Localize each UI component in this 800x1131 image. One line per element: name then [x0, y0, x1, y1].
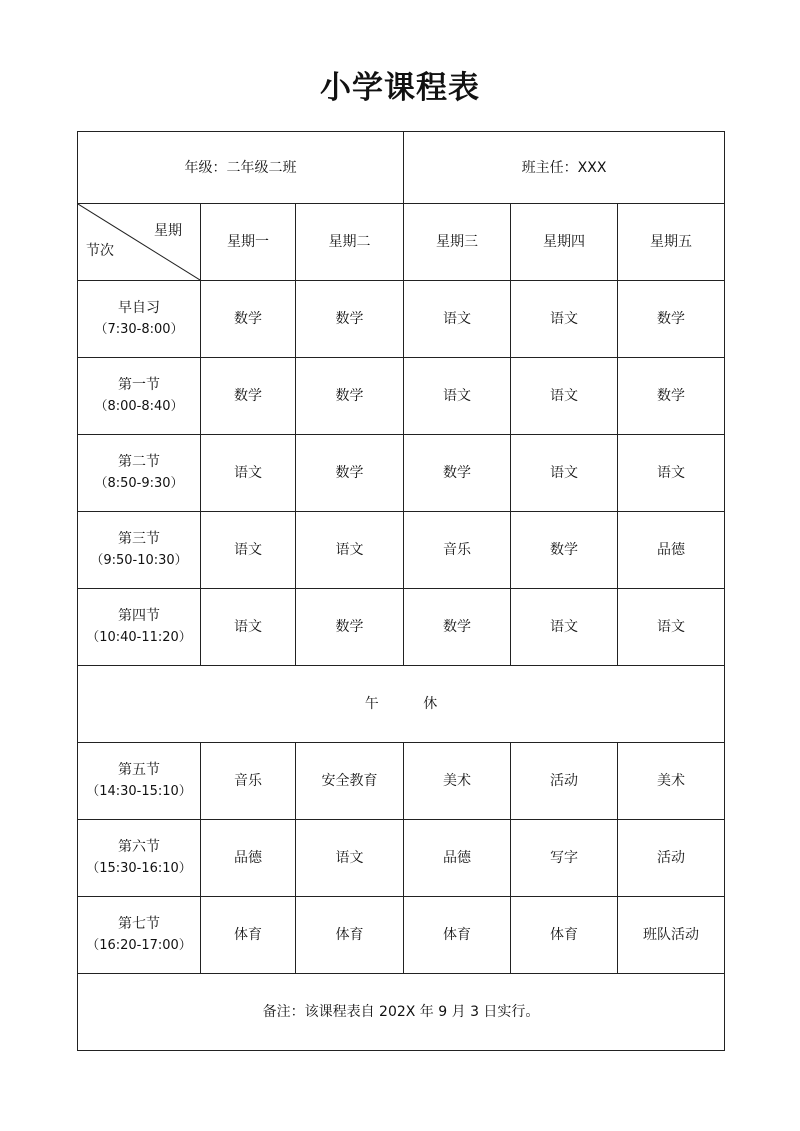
- subject-cell: 数学: [511, 512, 618, 589]
- subject-cell: 数学: [296, 435, 404, 512]
- page-title: 小学课程表: [320, 70, 480, 106]
- subject-cell: 语文: [404, 281, 511, 358]
- period-label-cell: [78, 435, 201, 512]
- subject-cell: 美术: [404, 743, 511, 820]
- period-time: （10:40-11:20）: [86, 630, 192, 645]
- subject-cell: 音乐: [404, 512, 511, 589]
- period-label-cell: [78, 820, 201, 897]
- subject-cell: 语文: [511, 358, 618, 435]
- period-row: [78, 897, 725, 974]
- subject-cell: 语文: [201, 589, 296, 666]
- subject-cell: 数学: [404, 589, 511, 666]
- subject-cell: 数学: [404, 435, 511, 512]
- day-header: 星期三: [404, 204, 511, 281]
- period-label-cell: [78, 589, 201, 666]
- subject-cell: 数学: [618, 358, 725, 435]
- period-time: （8:50-9:30）: [94, 476, 184, 491]
- note-row: [78, 974, 725, 1051]
- period-row: [78, 512, 725, 589]
- lunch-break-row: [78, 666, 725, 743]
- subject-cell: 语文: [296, 512, 404, 589]
- period-row: [78, 435, 725, 512]
- subject-cell: 数学: [296, 281, 404, 358]
- period-label-cell: [78, 358, 201, 435]
- subject-cell: 班队活动: [618, 897, 725, 974]
- subject-cell: 语文: [296, 820, 404, 897]
- day-header: 星期一: [201, 204, 296, 281]
- subject-cell: 语文: [618, 589, 725, 666]
- day-header: 星期四: [511, 204, 618, 281]
- period-name: 第六节: [118, 839, 160, 855]
- period-row: [78, 820, 725, 897]
- period-name: 第五节: [118, 762, 160, 778]
- day-header: 星期二: [296, 204, 404, 281]
- info-row: [78, 132, 725, 204]
- period-label-cell: [78, 281, 201, 358]
- period-name: 第七节: [118, 916, 160, 932]
- period-row: [78, 281, 725, 358]
- weekday-axis-label: 星期: [154, 223, 182, 239]
- subject-cell: 数学: [201, 358, 296, 435]
- period-label-cell: [78, 897, 201, 974]
- grade-cell: 年级：二年级二班: [78, 132, 404, 204]
- subject-cell: 语文: [618, 435, 725, 512]
- period-time: （8:00-8:40）: [94, 399, 184, 414]
- period-time: （15:30-16:10）: [86, 861, 192, 876]
- subject-cell: 数学: [296, 589, 404, 666]
- period-label-cell: [78, 743, 201, 820]
- subject-cell: 体育: [201, 897, 296, 974]
- period-name: 第一节: [118, 377, 160, 393]
- subject-cell: 体育: [404, 897, 511, 974]
- subject-cell: 品德: [201, 820, 296, 897]
- lunch-break-char: 休: [423, 696, 438, 712]
- note-cell: 备注：该课程表自 202X 年 9 月 3 日实行。: [78, 974, 725, 1051]
- day-header: 星期五: [618, 204, 725, 281]
- subject-cell: 语文: [511, 435, 618, 512]
- subject-cell: 品德: [618, 512, 725, 589]
- period-row: [78, 358, 725, 435]
- subject-cell: 活动: [511, 743, 618, 820]
- subject-cell: 活动: [618, 820, 725, 897]
- period-label-cell: [78, 512, 201, 589]
- period-name: 第二节: [118, 454, 160, 470]
- subject-cell: 安全教育: [296, 743, 404, 820]
- subject-cell: 体育: [511, 897, 618, 974]
- period-name: 第三节: [118, 531, 160, 547]
- subject-cell: 写字: [511, 820, 618, 897]
- subject-cell: 体育: [296, 897, 404, 974]
- subject-cell: 语文: [201, 512, 296, 589]
- lunch-break-char: 午: [364, 696, 379, 712]
- subject-cell: 语文: [201, 435, 296, 512]
- schedule-table: [77, 131, 725, 1051]
- teacher-cell: 班主任：XXX: [404, 132, 725, 204]
- subject-cell: 语文: [404, 358, 511, 435]
- subject-cell: 美术: [618, 743, 725, 820]
- subject-cell: 语文: [511, 281, 618, 358]
- diagonal-header-cell: [78, 204, 201, 281]
- header-row: [78, 204, 725, 281]
- period-name: 早自习: [118, 300, 160, 316]
- period-row: [78, 589, 725, 666]
- subject-cell: 数学: [201, 281, 296, 358]
- lunch-break-cell: [78, 666, 725, 743]
- period-time: （16:20-17:00）: [86, 938, 192, 953]
- period-axis-label: 节次: [86, 243, 114, 259]
- subject-cell: 数学: [618, 281, 725, 358]
- subject-cell: 品德: [404, 820, 511, 897]
- period-row: [78, 743, 725, 820]
- period-name: 第四节: [118, 608, 160, 624]
- subject-cell: 数学: [296, 358, 404, 435]
- subject-cell: 语文: [511, 589, 618, 666]
- subject-cell: 音乐: [201, 743, 296, 820]
- period-time: （14:30-15:10）: [86, 784, 192, 799]
- period-time: （9:50-10:30）: [90, 553, 188, 568]
- period-time: （7:30-8:00）: [94, 322, 184, 337]
